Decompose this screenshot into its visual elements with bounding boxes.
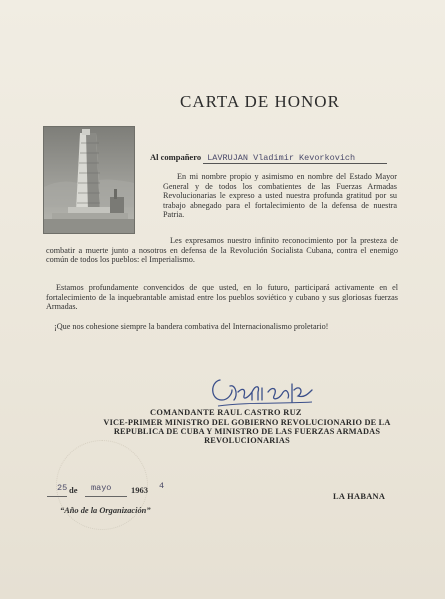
recipient-name: LAVRUJAN Vladimir Kevorkovich (203, 153, 387, 164)
signer-position: VICE-PRIMER MINISTRO DEL GOBIERNO REVOLUCIONARIO DE LA REPUBLICA DE CUBA Y MINISTRO DE LAS FUERZAS ARMADAS REVOLUCIONARIAS (103, 418, 391, 445)
date-day: 25 (57, 483, 68, 493)
addressee-line (150, 152, 387, 164)
monument-photo (43, 126, 135, 234)
handwritten-signature (208, 372, 318, 412)
document-title: CARTA DE HONOR (180, 92, 340, 111)
paragraph-gratitude: En mi nombre propio y asimismo en nombre del Estado Mayor General y de todos los combatientes de las Fuerzas Armadas Revolucionarias le expreso a usted nuestra profunda gratitud por su trabajo abnegado para el fortalecimiento de la defensa de nuestra Patria. (163, 172, 397, 220)
addressee-label: Al compañero (150, 152, 202, 162)
jose-marti-memorial-image (44, 127, 134, 233)
paragraph-internationalism: ¡Que nos cohesione siempre la bandera combativa del Internacionalismo proletario! (54, 322, 329, 331)
date-year-correction: 4 (159, 481, 165, 491)
date-line (47, 483, 172, 499)
date-month: mayo (91, 483, 112, 493)
year-motto: “Año de la Organización” (60, 506, 151, 515)
signer-name: COMANDANTE RAUL CASTRO RUZ (150, 408, 302, 417)
paragraph-friendship: Estamos profundamente convencidos de que usted, en lo futuro, participará activamente en el fortalecimiento de la inquebrantable amistad entre los pueblos soviético y cubano y sus gloriosas fuerzas Armadas. (46, 283, 398, 312)
month-underline (85, 496, 127, 497)
date-separator: de (69, 485, 78, 495)
date-year: 1963 (131, 485, 148, 495)
paragraph-recognition: Les expresamos nuestro infinito reconocimiento por la presteza de combatir a muerte junto a nosotros en defensa de la Revolución Socialista Cubana, contra el enemigo común de todos los pueblos: el Imperialismo. (46, 236, 398, 265)
place-name: LA HABANA (333, 492, 386, 501)
day-underline (47, 496, 67, 497)
